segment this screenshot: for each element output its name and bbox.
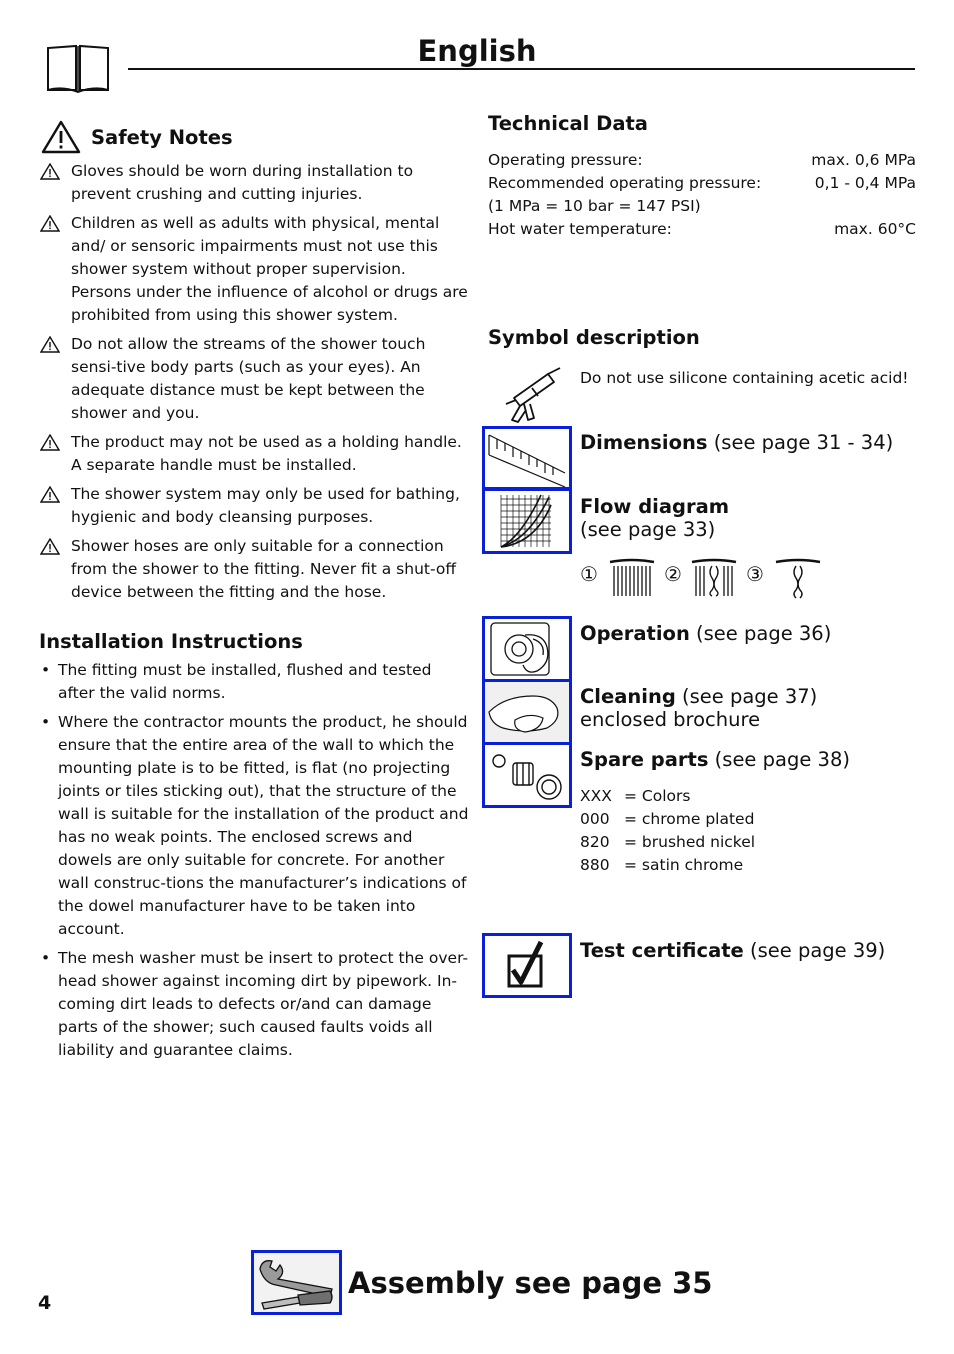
flow-label: Flow diagram	[580, 495, 730, 518]
spare-text	[580, 748, 850, 771]
massage-spray-icon	[774, 558, 822, 600]
safety-item	[39, 212, 469, 327]
safety-item-text: The product may not be used as a holding handle. A separate handle must be installed.	[71, 433, 462, 474]
title-rule	[128, 68, 915, 70]
technical-value: max. 0,6 MPa	[811, 151, 916, 169]
spare-parts-icon-box	[482, 742, 572, 808]
spare-label: Spare parts	[580, 748, 709, 771]
flow-chart-icon	[485, 491, 569, 551]
technical-heading: Technical Data	[488, 112, 648, 135]
ruler-icon	[485, 429, 569, 487]
dimensions-text	[580, 431, 893, 454]
tools-icon	[254, 1253, 339, 1312]
safety-item	[39, 160, 469, 206]
operation-label: Operation	[580, 622, 690, 645]
cleaning-hand-icon	[485, 682, 569, 742]
safety-item	[39, 431, 469, 477]
installation-item: • The fitting must be installed, flushed and tested after the valid norms.	[39, 659, 469, 705]
safety-heading-row	[41, 120, 469, 154]
page-title: English	[417, 34, 537, 68]
color-row	[580, 808, 755, 831]
safety-item-text: Shower hoses are only suitable for a connection from the shower to the fitting. Never fit a shut-off device between the fitting and the hose.	[71, 537, 457, 601]
color-code: 820	[580, 833, 610, 851]
assembly-icon-box	[251, 1250, 342, 1315]
flow-diagram-icon-box	[482, 488, 572, 554]
operation-icon-box	[482, 616, 572, 682]
operation-text	[580, 622, 831, 645]
spare-ref: (see page 38)	[714, 748, 850, 771]
spray-modes	[580, 558, 830, 602]
color-name: = chrome plated	[624, 810, 755, 828]
safety-item-text: The shower system may only be used for bathing, hygienic and body cleansing purposes.	[71, 485, 460, 526]
left-column	[39, 120, 469, 1062]
safety-item	[39, 333, 469, 425]
spray-mode-number: ③	[746, 562, 764, 586]
checkbox-check-icon	[485, 936, 569, 995]
color-name: = brushed nickel	[624, 833, 756, 851]
installation-item: • Where the contractor mounts the product, he should ensure that the entire area of the wall to which the mounting plate is to be fitted, is flat (no projecting joints or tiles sticking out), that the structure of the wall is suitable for the installation of the product and has no weak points. The enclosed screws and dowels are only suitable for concrete. For another wall construc-tions the manufacturer’s indications of the dowel manufacturer have to be taken into account.	[39, 711, 469, 941]
installation-heading: Installation Instructions	[39, 630, 303, 653]
safety-item-text: Children as well as adults with physical, mental and/ or sensoric impairments must not use this shower system without proper supervision. Persons under the influence of alcohol or drugs are prohibited from using this shower system.	[71, 214, 468, 324]
rain-spray-icon	[608, 558, 656, 600]
color-row	[580, 854, 755, 877]
warning-triangle-icon	[40, 434, 60, 451]
safety-item	[39, 483, 469, 529]
technical-label: Operating pressure:	[488, 151, 643, 169]
color-name: = satin chrome	[624, 856, 744, 874]
color-code: 000	[580, 810, 610, 828]
technical-value: 0,1 - 0,4 MPa	[814, 174, 916, 192]
cleaning-icon-box	[482, 679, 572, 745]
warning-triangle-icon	[40, 486, 60, 503]
warning-triangle-icon	[40, 215, 60, 232]
color-row	[580, 831, 755, 854]
safety-item-text: Do not allow the streams of the shower touch sensi-tive body parts (such as your eyes). An adequate distance must be kept between the shower and you.	[71, 335, 426, 422]
installation-list	[39, 659, 469, 1062]
assembly-reference: Assembly see page 35	[348, 1266, 713, 1300]
technical-row	[488, 218, 916, 241]
installation-item: • The mesh washer must be insert to protect the over-head shower against incoming dirt by pipework. In-coming dirt leads to defects or/and can damage parts of the shower; such caused faults voids all liability and guarantee claims.	[39, 947, 469, 1062]
dimensions-ref: (see page 31 - 34)	[713, 431, 894, 454]
dimensions-icon-box	[482, 426, 572, 490]
spray-mode-number: ①	[580, 562, 598, 586]
test-certificate-icon-box	[482, 933, 572, 998]
right-column	[488, 112, 916, 1012]
safety-list	[39, 160, 469, 604]
technical-label: Hot water temperature:	[488, 220, 672, 238]
spare-parts-icon	[485, 745, 569, 805]
technical-row	[488, 195, 916, 218]
color-name: = Colors	[624, 787, 691, 805]
silicone-gun-icon	[498, 364, 568, 424]
silicone-warning: Do not use silicone containing acetic acid!	[580, 369, 909, 387]
color-code: 880	[580, 856, 610, 874]
flow-ref: (see page 33)	[580, 518, 716, 541]
operation-ref: (see page 36)	[696, 622, 832, 645]
test-label: Test certificate	[580, 939, 744, 962]
cleaning-label: Cleaning	[580, 685, 676, 708]
technical-label: Recommended operating pressure:	[488, 174, 762, 192]
test-ref: (see page 39)	[749, 939, 886, 962]
warning-triangle-icon	[40, 163, 60, 180]
warning-triangle-icon	[41, 120, 81, 154]
technical-table	[488, 149, 916, 241]
page-number: 4	[38, 1292, 52, 1314]
spray-mode-number: ②	[664, 562, 682, 586]
dimensions-label: Dimensions	[580, 431, 708, 454]
color-legend	[580, 785, 755, 877]
flow-text	[580, 495, 729, 541]
safety-item-text: Gloves should be worn during installation to prevent crushing and cutting injuries.	[71, 162, 414, 203]
hand-knob-icon	[485, 619, 569, 679]
symbol-heading: Symbol description	[488, 326, 700, 349]
color-row	[580, 785, 755, 808]
cleaning-ref: (see page 37) enclosed brochure	[580, 685, 818, 731]
warning-triangle-icon	[40, 538, 60, 555]
technical-value: max. 60°C	[834, 220, 916, 238]
color-code: XXX	[580, 787, 612, 805]
test-text	[580, 939, 885, 962]
technical-row	[488, 172, 916, 195]
safety-item	[39, 535, 469, 604]
warning-triangle-icon	[40, 336, 60, 353]
mixed-spray-icon	[690, 558, 738, 600]
safety-heading: Safety Notes	[91, 125, 233, 149]
technical-label: (1 MPa = 10 bar = 147 PSI)	[488, 197, 701, 215]
technical-row	[488, 149, 916, 172]
cleaning-text	[580, 685, 910, 731]
